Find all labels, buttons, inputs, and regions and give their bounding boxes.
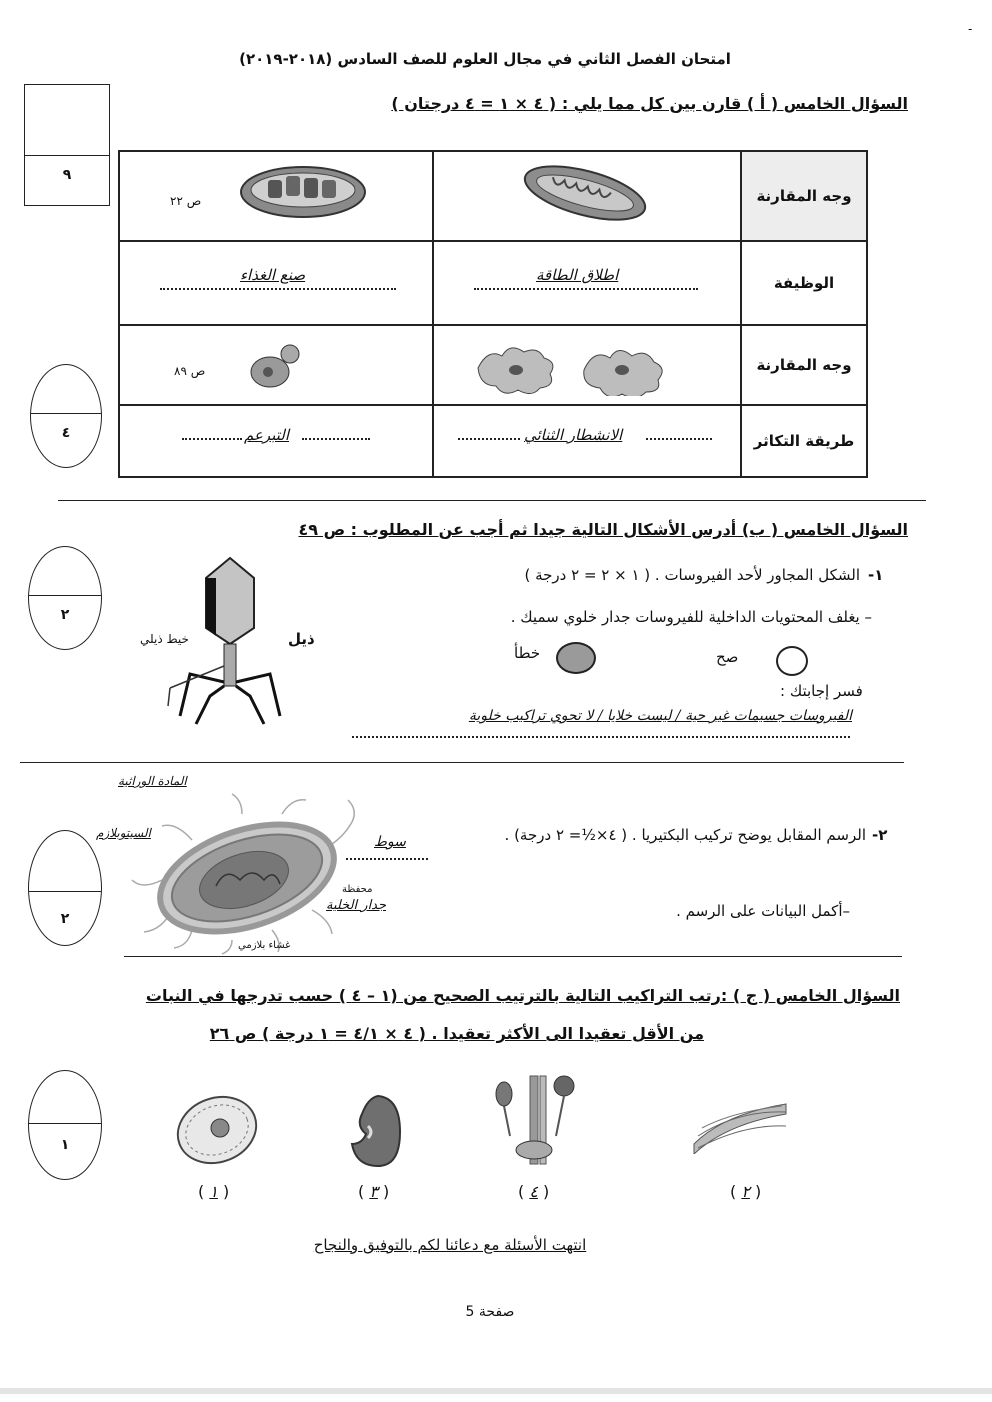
label-wall-caption: محفظة: [342, 884, 373, 895]
q1-text: الشكل المجاور لأحد الفيروسات . ( ١ × ٢ = ٢ درجة ): [524, 566, 860, 584]
section-c-heading-1: السؤال الخامس ( ج ) :رتب التراكيب التالية بالترتيب الصحيح من (١ – ٤ ) حسب تدرجها في النبات: [145, 986, 900, 1005]
label-cell-row1: [741, 151, 867, 241]
section-a-heading: السؤال الخامس ( أ ) قارن بين كل مما يلي : ( ٤ × ١ = ٤ درجتان ): [391, 94, 908, 113]
true-option-circle[interactable]: [776, 646, 808, 676]
order-3: ( ٤ ): [518, 1182, 550, 1201]
q1-statement: – يغلف المحتويات الداخلية للفيروسات جدار خلوي سميك .: [510, 608, 872, 626]
order-2-value: ٣: [369, 1182, 378, 1201]
kidney-icon: [344, 1090, 404, 1170]
cell-icon: [172, 1092, 262, 1168]
cell-yeast: [119, 325, 433, 405]
yeast-icon: [246, 340, 306, 394]
score-oval-a: [30, 364, 102, 468]
page-ref-yeast: ص ٨٩: [174, 364, 206, 378]
cell-reproduction-1: [433, 405, 741, 477]
comparison-table: [118, 150, 868, 478]
tissue-icon: [690, 1100, 790, 1154]
answer-make-food: صنع الغذاء: [240, 266, 306, 284]
explain-label: فسر إجابتك :: [780, 682, 863, 700]
cell-function-1: [433, 241, 741, 325]
score-box: [24, 84, 110, 206]
score-box-top: [25, 85, 109, 155]
page-ref-chloroplast: ص ٢٢: [170, 194, 202, 208]
row1-label: وجه المقارنة: [756, 187, 852, 205]
score-oval-c: [28, 1070, 102, 1180]
answer-budding: التبرعم: [244, 426, 289, 444]
bottom-edge: [0, 1388, 992, 1394]
order-1: ( ١ ): [198, 1182, 230, 1201]
score-b1-value: ٢: [60, 607, 70, 623]
separator-1: [58, 500, 926, 501]
false-option-circle[interactable]: [556, 642, 596, 674]
row2-label: الوظيفة: [773, 274, 835, 292]
separator-2: [20, 762, 904, 763]
q2-instruction: –أكمل البيانات على الرسم .: [676, 902, 850, 920]
virus-tail-fiber-label: خيط ذيلي: [140, 632, 189, 646]
label-cytoplasm: السيتوبلازم: [96, 826, 151, 840]
cell-amoeba: [433, 325, 741, 405]
label-plasma-membrane: غشاء بلازمي: [238, 940, 291, 951]
q2-number: ٢-: [872, 826, 888, 844]
bacteria-diagram: [122, 790, 372, 956]
answer-release-energy: اطلاق الطاقة: [536, 266, 619, 284]
q2-text: الرسم المقابل يوضح تركيب البكتيريا . ( ٤×½= ٢ درجة) .: [504, 826, 866, 844]
score-b2-value: ٢: [60, 911, 70, 927]
score-a-value: ٤: [61, 425, 71, 441]
order-3-value: ٤: [529, 1182, 538, 1201]
closing-text: انتهت الأسئلة مع دعائنا لكم بالتوفيق والنجاح: [313, 1236, 587, 1254]
separator-3: [124, 956, 902, 957]
answer-binary-fission: الانشطار الثنائي: [524, 426, 623, 444]
label-cell-row4: [741, 405, 867, 477]
organ-system-icon: [490, 1072, 580, 1168]
virus-tail-label: ذيل: [288, 630, 315, 648]
page-number: صفحة 5: [465, 1304, 515, 1320]
score-box-bottom: ٩: [62, 167, 72, 183]
label-cell-row3: [741, 325, 867, 405]
amoeba-icon: [472, 336, 688, 396]
row3-label: وجه المقارنة: [756, 356, 852, 374]
label-cell-wall: جدار الخلية: [326, 898, 387, 913]
corner-mark: -: [968, 22, 973, 36]
section-c-heading-2: من الأقل تعقيدا الى الأكثر تعقيدا . ( ٤ × ٤/١ = ١ درجة ) ص ٢٦: [209, 1024, 704, 1043]
order-4: ( ٢ ): [730, 1182, 762, 1201]
row4-label: طريقة التكاثر: [753, 432, 855, 450]
score-oval-b1: [28, 546, 102, 650]
cell-chloroplast: [119, 151, 433, 241]
order-4-value: ٢: [741, 1182, 750, 1201]
section-b-heading: السؤال الخامس ( ب) أدرس الأشكال التالية جيدا ثم أجب عن المطلوب : ص ٤٩: [298, 520, 908, 539]
q1-answer: الفيروسات جسيمات غير حية / ليست خلايا / لا تحوي تراكيب خلوية: [468, 708, 852, 724]
order-2: ( ٣ ): [358, 1182, 390, 1201]
mitochondria-icon: [520, 160, 650, 226]
label-flagellum: سوط: [374, 834, 406, 850]
q1-answer-line: [352, 736, 850, 738]
exam-title: امتحان الفصل الثاني في مجال العلوم للصف السادس (٢٠١٨-٢٠١٩): [239, 50, 731, 68]
cell-mitochondria: [433, 151, 741, 241]
cell-reproduction-2: [119, 405, 433, 477]
false-option-label: خطأ: [514, 644, 541, 662]
label-cell-row2: [741, 241, 867, 325]
q1-number: ١-: [868, 566, 884, 584]
label-genetic-material: المادة الوراثية: [118, 774, 187, 788]
score-oval-b2: [28, 830, 102, 946]
cell-function-2: [119, 241, 433, 325]
order-1-value: ١: [209, 1182, 218, 1201]
score-c-value: ١: [60, 1137, 70, 1153]
flagellum-line: [346, 858, 428, 860]
chloroplast-icon: [238, 164, 368, 222]
true-option-label: صح: [716, 648, 739, 666]
